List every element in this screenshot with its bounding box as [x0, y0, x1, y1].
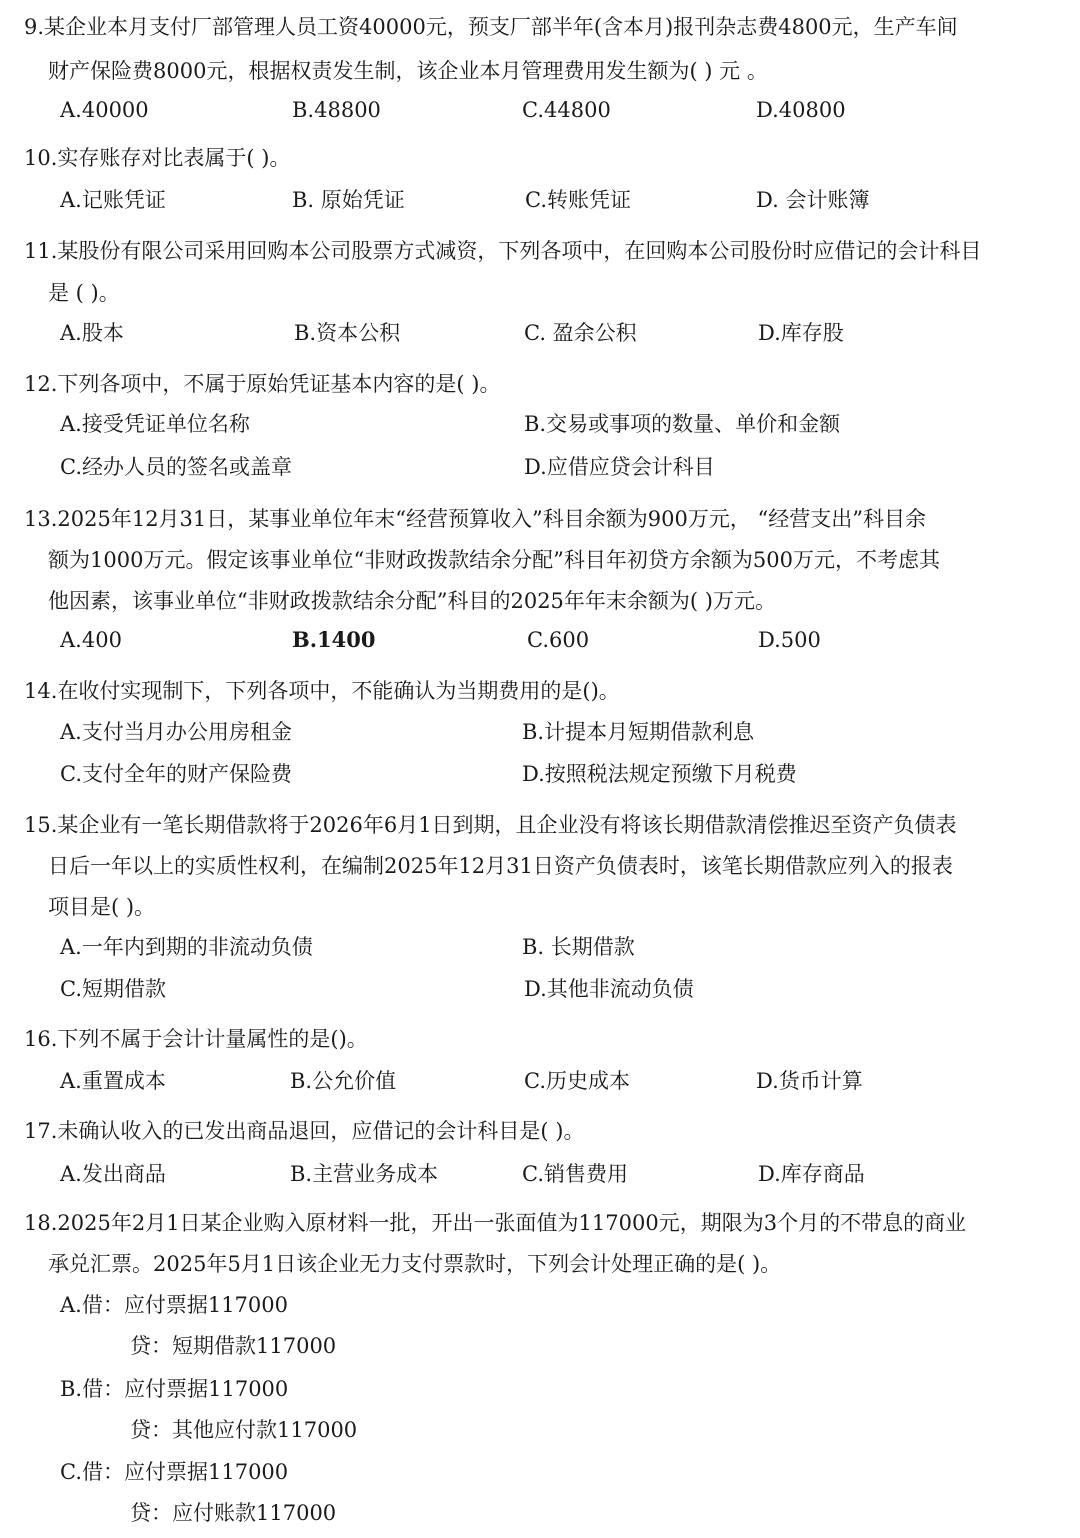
question-13-option-d: D.500 — [758, 628, 821, 652]
question-11-option-d: D.库存股 — [758, 321, 844, 345]
question-18-option-a-debit: A.借：应付票据117000 — [60, 1293, 289, 1317]
question-9-line-1: 9.某企业本月支付厂部管理人员工资40000元，预支厂部半年(含本月)报刊杂志费4800元，生产车间 — [24, 15, 958, 39]
question-9-option-c: C.44800 — [522, 98, 611, 122]
question-12-line-1: 12.下列各项中，不属于原始凭证基本内容的是( )。 — [24, 372, 501, 396]
question-15-line-3: 项目是( )。 — [48, 895, 156, 919]
question-16-option-c: C.历史成本 — [524, 1069, 630, 1093]
question-18-option-b-credit: 贷：其他应付款117000 — [130, 1418, 358, 1442]
question-18-option-a-credit: 贷：短期借款117000 — [130, 1334, 337, 1358]
question-18-option-c-debit: C.借：应付票据117000 — [60, 1460, 289, 1484]
question-13-option-c: C.600 — [527, 628, 590, 652]
question-17-option-b: B.主营业务成本 — [290, 1162, 439, 1186]
question-15-option-a: A.一年内到期的非流动负债 — [60, 935, 313, 959]
question-13-option-a: A.400 — [60, 628, 122, 652]
question-16-option-d: D.货币计算 — [756, 1069, 863, 1093]
question-18-option-c-credit: 贷：应付账款117000 — [130, 1501, 337, 1525]
question-18-line-2: 承兑汇票。2025年5月1日该企业无力支付票款时，下列会计处理正确的是( )。 — [48, 1252, 782, 1276]
question-11-line-2: 是 ( )。 — [48, 281, 120, 305]
question-16-option-a: A.重置成本 — [60, 1069, 166, 1093]
question-17-option-c: C.销售费用 — [522, 1162, 628, 1186]
question-12-option-d: D.应借应贷会计科目 — [524, 455, 715, 479]
question-14-option-b: B.计提本月短期借款利息 — [522, 720, 755, 744]
question-11-line-1: 11.某股份有限公司采用回购本公司股票方式减资，下列各项中，在回购本公司股份时应借记的会计科目 — [24, 239, 982, 263]
question-16-line-1: 16.下列不属于会计计量属性的是()。 — [24, 1027, 368, 1051]
question-10-option-d: D. 会计账簿 — [756, 188, 870, 212]
question-18-line-1: 18.2025年2月1日某企业购入原材料一批，开出一张面值为117000元，期限为3个月的不带息的商业 — [24, 1211, 967, 1235]
question-9-option-b: B.48800 — [292, 98, 381, 122]
question-10-option-a: A.记账凭证 — [60, 188, 166, 212]
question-12-option-c: C.经办人员的签名或盖章 — [60, 455, 292, 479]
question-10-line-1: 10.实存账存对比表属于( )。 — [24, 146, 291, 170]
question-15-option-b: B. 长期借款 — [522, 935, 635, 959]
question-13-line-2: 额为1000万元。假定该事业单位“非财政拨款结余分配”科目年初贷方余额为500万元，不考虑其 — [48, 548, 940, 572]
question-12-option-a: A.接受凭证单位名称 — [60, 412, 250, 436]
question-9-line-2: 财产保险费8000元，根据权责发生制，该企业本月管理费用发生额为( ) 元 。 — [48, 59, 768, 83]
question-13-line-1: 13.2025年12月31日，某事业单位年末“经营预算收入”科目余额为900万元， “经营支出”科目余 — [24, 507, 926, 531]
question-11-option-c: C. 盈余公积 — [524, 321, 637, 345]
question-18-option-b-debit: B.借：应付票据117000 — [60, 1377, 289, 1401]
question-10-option-c: C.转账凭证 — [525, 188, 631, 212]
question-12-option-b: B.交易或事项的数量、单价和金额 — [524, 412, 841, 436]
question-14-option-d: D.按照税法规定预缴下月税费 — [522, 762, 797, 786]
question-16-option-b: B.公允价值 — [290, 1069, 397, 1093]
question-9-option-a: A.40000 — [60, 98, 149, 122]
question-14-option-a: A.支付当月办公用房租金 — [60, 720, 292, 744]
question-15-line-1: 15.某企业有一笔长期借款将于2026年6月1日到期，且企业没有将该长期借款清偿推迟至资产负债表 — [24, 813, 957, 837]
question-17-line-1: 17.未确认收入的已发出商品退回，应借记的会计科目是( )。 — [24, 1119, 585, 1143]
question-13-line-3: 他因素，该事业单位“非财政拨款结余分配”科目的2025年年末余额为( )万元。 — [48, 589, 776, 613]
question-15-option-d: D.其他非流动负债 — [524, 977, 694, 1001]
question-17-option-a: A.发出商品 — [60, 1162, 166, 1186]
question-9-option-d: D.40800 — [756, 98, 846, 122]
question-10-option-b: B. 原始凭证 — [292, 188, 405, 212]
question-11-option-a: A.股本 — [60, 321, 124, 345]
question-14-line-1: 14.在收付实现制下，下列各项中，不能确认为当期费用的是()。 — [24, 679, 620, 703]
question-13-option-b: B.1400 — [292, 627, 376, 652]
question-17-option-d: D.库存商品 — [758, 1162, 865, 1186]
question-15-line-2: 日后一年以上的实质性权利，在编制2025年12月31日资产负债表时，该笔长期借款应列入的报表 — [48, 854, 953, 878]
question-11-option-b: B.资本公积 — [294, 321, 401, 345]
question-14-option-c: C.支付全年的财产保险费 — [60, 762, 292, 786]
question-15-option-c: C.短期借款 — [60, 977, 166, 1001]
